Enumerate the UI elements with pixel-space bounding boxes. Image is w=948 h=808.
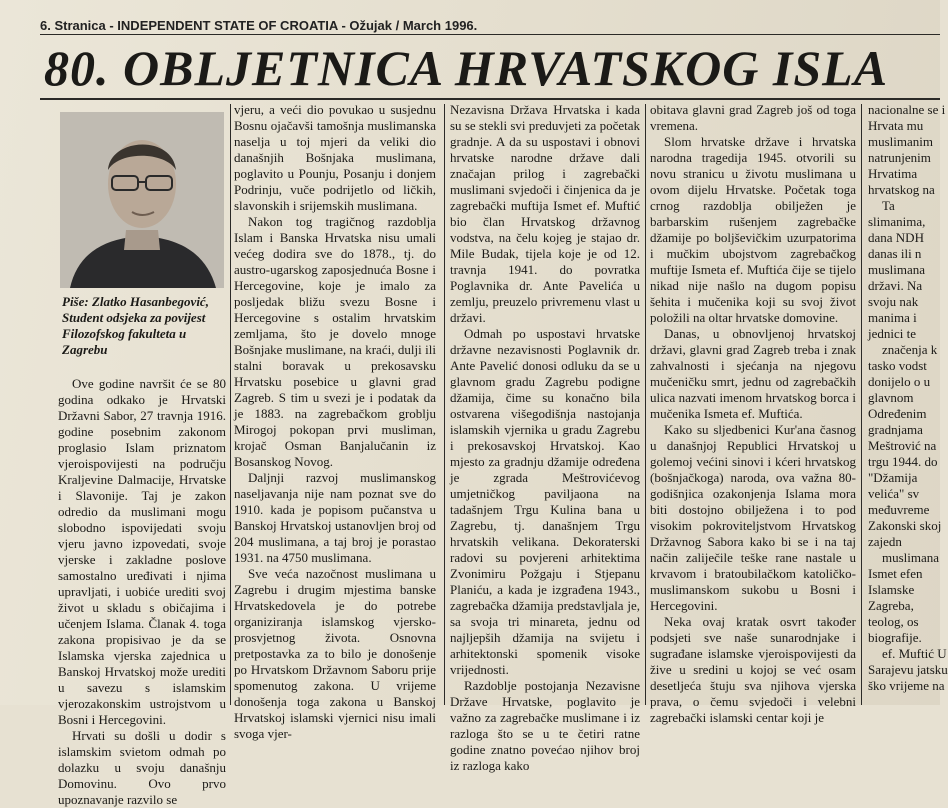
article-column-2 — [234, 102, 436, 741]
column-divider — [230, 104, 231, 705]
article-column-3 — [450, 102, 640, 773]
paragraph: Danas, u obnovljenoj hrvatskoj državi, glavni grad Zagreb treba i znak zahvalnosti i sjećanja na njegovu mučeničku smrt, jednu od zagrebačkih ulica nazvati imenom hrvatskog borca i mučenika Ismeta ef. Muftića. — [650, 326, 856, 421]
paragraph: Ta slimanima, dana NDH danas ili n muslimana državi. Na svoju nak manima i jednici te — [868, 198, 926, 341]
paragraph: Nakon tog tragičnog razdoblja Islam i Banska Hrvatska nisu umali većeg dodira sve do 1878., tj. do austro-ugarskog zaposjednuća Bosne i Hercegovine, koje je imalo za posljedak bližu svezu Bosne i Hercegovine s ostalim hrvatskim zemljama, što je dovelo mnoge Bošnjake muslimane, na kraći, dulji ili stalni boravak u prekosavsku Hrvatsku posebice u glavni grad Zagreb. S tim u svezi je i podatak da je 1883. na zagrebačkom groblju Mirogoj pokopan prvi musliman, krojač Osman Banjalučanin iz Bosanskog Novog. — [234, 214, 436, 469]
header-line: 6. Stranica - INDEPENDENT STATE OF CROATIA - Ožujak / March 1996. — [40, 18, 478, 33]
page-header — [40, 18, 940, 33]
paragraph: značenja k tasko vodst donijelo o u glavnom Određenim gradnjama Meštrović na trgu 1944. do "Džamija velića" sv međuvreme Zakonski skoj zajedn — [868, 342, 942, 549]
column-divider — [861, 104, 862, 705]
paragraph: Kako su sljedbenici Kur'ana časnog u današnjoj Republici Hrvatskoj u golemoj većini sinovi i kćeri hrvatskog (bošnjačkoga) naroda, ova važna 80-godišnjica ozakonjenja Islama mora biti dostojno obilježena i to pod visokim pokroviteljstvom Hrvatskog Državnog Sabora kako bi se i na taj način zaliječile teške rane nastale u krvavom i bratoubilačkom katoličko-muslimanskom sukobu u Bosni i Hercegovini. — [650, 422, 856, 613]
photo-caption: Piše: Zlatko Hasanbegović, Student odsjeka za povijest Filozofskog fakulteta u Zagrebu — [62, 294, 209, 357]
paragraph: vjeru, a veći dio povukao u susjednu Bosnu ojačavši tamošnja muslimanska naselja u toj mjeri da veliki dio današnjih Bošnjaka muslimana, poglavito u Pounju, Posanju i donjem Podrinju, vuče podrijetlo od ličkih, slavonskih i srijemskih muslimana. — [234, 102, 436, 213]
paragraph: Neka ovaj kratak osvrt također podsjeti sve naše sunarodnjake i sugrađane islamske vjeroispovijesti da žive u sredini u kojoj se već osam desetljeća štuju sva njihova vjerska prava, o čemu svjedoči i velebni zagrebački islamski centar koji je — [650, 614, 856, 725]
article-headline: 80. OBLJETNICA HRVATSKOG ISLA — [44, 40, 889, 96]
author-portrait-image — [60, 112, 224, 288]
article-column-1 — [58, 376, 226, 807]
paragraph: ef. Muftić U Sarajevu jatsku ško vrijeme na — [868, 646, 948, 693]
paragraph: Slom hrvatske države i hrvatska narodna tragedija 1945. otvorili su novu stranicu u životu muslimana u ovom dijelu Hrvatske. Početak toga crnog razdoblja obilježen je barbarskim rušenjem zagrebačke džamije po boljševičkim uzurpatorima i mučkim ubojstvom zagrebačkog muftije Ismeta ef. Muftića čije se tijelo nikad nije našlo na dugom popisu šehita i mučenika koji su svoj život položili na oltar hrvatske domovine. — [650, 134, 856, 325]
paragraph: Ove godine navršit će se 80 godina odkako je Hrvatski Državni Sabor, 27 travnja 1916. godine posebnim zakonom proglasio Islam priznatom vjeroispovijesti na području Kraljevine Dalmacije, Hrvatske i Slavonije. Taj je zakon odredio da muslimani mogu slobodno ispovijedati svoju vjeru javno izpovedati, svoje vjerske i zakladne poslove samostalno uređivati i njima upravljati, i uobiće urediti svoj život u skladu s običajima i učenjem Islama. Članak 4. toga zakona propisivao je da se Islamska vjerska zajednica u Banskoj Hrvatskoj može urediti u savezu s islamskim vjerozakonskim ustrojstvom u Bosni i Hercegovini. — [58, 376, 226, 727]
paragraph: Razdoblje postojanja Nezavisne Države Hrvatske, poglavito je važno za zagrebačke muslimane i iz razloga što se u te četiri ratne godine znatno povećao njihov broj iz razloga kako — [450, 678, 640, 773]
article-column-5 — [868, 102, 948, 705]
column-divider — [444, 104, 445, 705]
paragraph: obitava glavni grad Zagreb još od toga vremena. — [650, 102, 856, 133]
paragraph: Hrvati su došli u dodir s islamskim svietom odmah po dolazku u svoju današnju Domovinu. Ovo prvo upoznavanje razvilo se — [58, 728, 226, 807]
paragraph: muslimana Ismet efen Islamske Zagreba, teolog, os biografije. — [868, 550, 940, 645]
headline-rule — [40, 98, 940, 100]
paragraph: Sve veća nazočnost muslimana u Zagrebu i drugim mjestima banske Hrvatskedovela je do potrebe organiziranja islamskog vjersko-prosvjetnog života. Osnovna pretpostavka za to bilo je donošenje po Hrvatskom Državnom Saboru prije spomenutog zakona. U vrijeme donošenja toga zakona u Banskoj Hrvatskoj islamski vjernici nisu imali svoga vjer- — [234, 566, 436, 741]
article-column-4 — [650, 102, 856, 725]
paragraph: Daljnji razvoj muslimanskog naseljavanja nije nam poznat sve do 1910. kada je popisom pučanstva u Banskoj Hrvatskoj ustanovljen broj od 204 muslimana, a taj broj je porastao 1931. na 4750 muslimana. — [234, 470, 436, 565]
header-rule — [40, 34, 940, 35]
author-photo — [60, 112, 224, 288]
paragraph: Odmah po uspostavi hrvatske državne nezavisnosti Poglavnik dr. Ante Pavelić donosi odluku da se u glavnom gradu Zagrebu podigne džamija, čime su konačno bila ostvarena višegodišnja nastojanja islamskih vjernika u gradu Zagrebu i prekosavskoj Hrvatskoj. Kao mjesto za gradnju džamije određena je zgrada Meštrovićevog umjetničkog paviljaona na tadašnjem Trgu Kulina bana u Zagrebu, tj. današnjem Trgu hrvatskih velikana. Dekoraterski radovi su povjereni arhitektima Zvonimiru Požgaju i Stjepanu Planiću, a kada je izgrađena 1943., zagrebačka džamija predstavljala je, sa svoja tri minareta, jednu od najljepših džamija na svijetu i arhitektonski spomenik visoke vrijednosti. — [450, 326, 640, 677]
paragraph: Nezavisna Država Hrvatska i kada su se stekli svi preduvjeti za početak gradnje. A da su uspostavi i obnovi hrvatske narodne države dali značajan prilog i zagrebački muslimani svjedoči i činjenica da je zagrebački muftija Ismet ef. Muftić bio član Hrvatskog državnog vodstva, na čelu kojeg je stajao dr. Mile Budak, tijela koje je od 12. travnja 1941. do povratka Poglavnika dr. Ante Pavelića u zemlju, preuzelo privremenu vlast u državi. — [450, 102, 640, 325]
paragraph: nacionalne se i Hrvata mu muslimanim natrunjenim Hrvatima hrvatskog na — [868, 102, 946, 197]
column-divider — [645, 104, 646, 705]
